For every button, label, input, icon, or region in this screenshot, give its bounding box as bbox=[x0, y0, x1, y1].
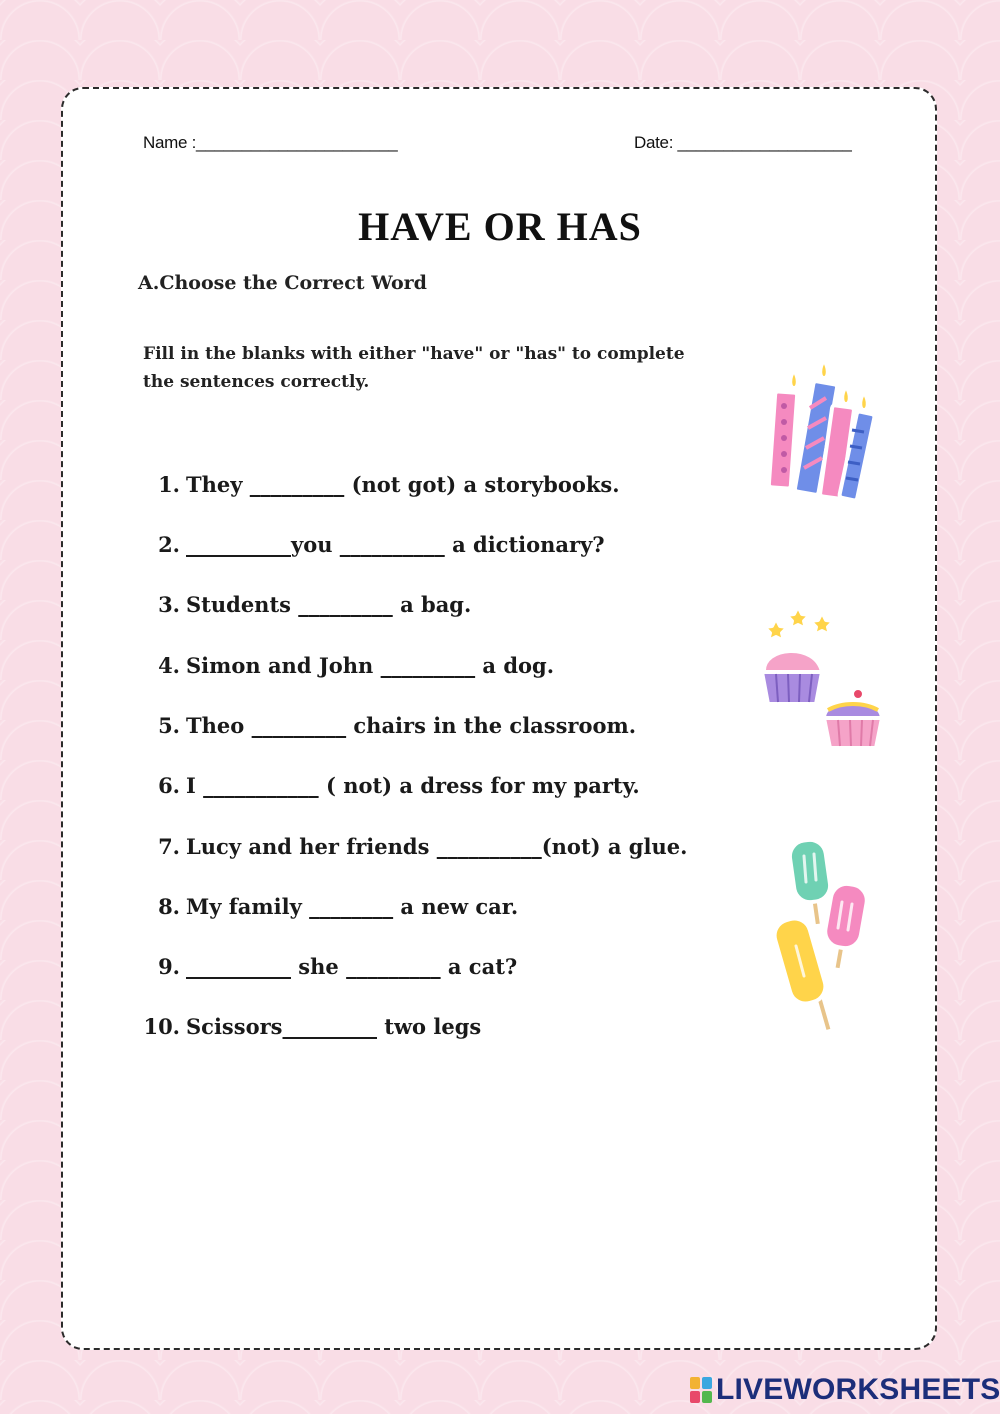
question-row bbox=[130, 532, 810, 557]
question-text: Simon and John _________ a dog. bbox=[186, 653, 555, 678]
date-field-label: Date: ___________________ bbox=[634, 133, 852, 152]
question-row bbox=[130, 894, 810, 919]
question-row bbox=[130, 773, 810, 798]
question-row bbox=[130, 472, 810, 497]
question-text: __________ she _________ a cat? bbox=[186, 954, 518, 979]
question-number: 2. bbox=[158, 532, 180, 557]
question-number: 6. bbox=[158, 773, 180, 798]
name-field-label: Name :______________________ bbox=[143, 133, 398, 152]
question-row bbox=[130, 592, 810, 617]
page-title: HAVE OR HAS bbox=[358, 204, 642, 249]
instructions-text: Fill in the blanks with either "have" or "has" to complete the sentences correctly. bbox=[143, 344, 685, 392]
question-number: 10. bbox=[143, 1014, 180, 1039]
liveworksheets-mark-icon bbox=[690, 1377, 712, 1403]
question-number: 9. bbox=[158, 954, 180, 979]
question-text: Lucy and her friends __________(not) a glue. bbox=[186, 834, 688, 859]
question-number: 3. bbox=[158, 592, 180, 617]
question-text: I ___________ ( not) a dress for my party. bbox=[186, 773, 640, 798]
question-row bbox=[130, 653, 810, 678]
brand-name: LIVEWORKSHEETS bbox=[716, 1373, 1000, 1406]
question-row bbox=[130, 954, 810, 979]
question-text: Theo _________ chairs in the classroom. bbox=[186, 713, 637, 738]
question-text: Scissors_________ two legs bbox=[186, 1014, 482, 1039]
candles-icon bbox=[760, 358, 880, 510]
cupcakes-icon bbox=[752, 602, 884, 754]
question-row bbox=[130, 713, 810, 738]
question-text: Students _________ a bag. bbox=[186, 592, 472, 617]
question-row bbox=[130, 834, 810, 859]
question-number: 4. bbox=[158, 653, 180, 678]
question-number: 1. bbox=[158, 472, 180, 497]
question-text: __________you __________ a dictionary? bbox=[186, 532, 605, 557]
question-number: 7. bbox=[158, 834, 180, 859]
question-row bbox=[130, 1014, 810, 1039]
question-text: They _________ (not got) a storybooks. bbox=[186, 472, 620, 497]
liveworksheets-logo bbox=[690, 1373, 1000, 1407]
popsicles-icon bbox=[776, 836, 880, 1038]
question-text: My family ________ a new car. bbox=[186, 894, 519, 919]
section-heading: A.Choose the Correct Word bbox=[138, 272, 427, 294]
question-number: 8. bbox=[158, 894, 180, 919]
question-number: 5. bbox=[158, 713, 180, 738]
